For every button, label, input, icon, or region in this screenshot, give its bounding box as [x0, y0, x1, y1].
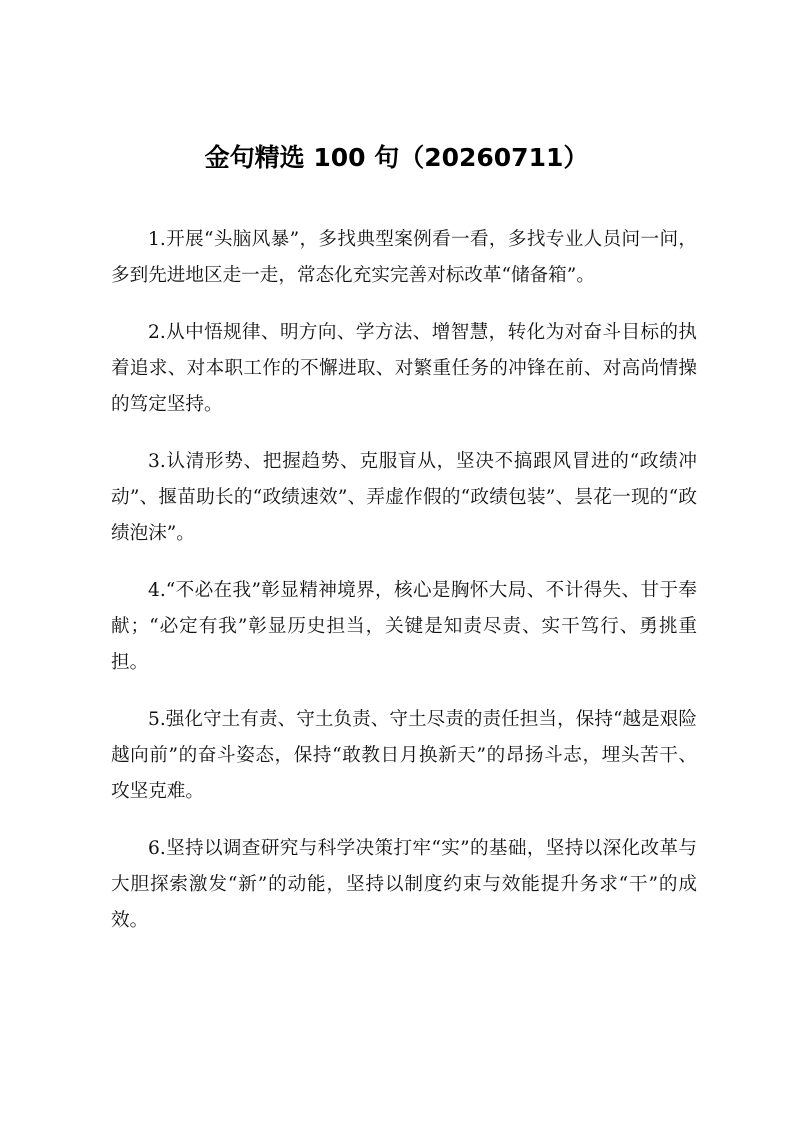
paragraph-6: 6.坚持以调查研究与科学决策打牢“实”的基础，坚持以深化改革与大胆探索激发“新”的动能，坚持以制度约束与效能提升务求“干”的成效。 — [111, 838, 697, 931]
document-body — [111, 222, 697, 960]
paragraph-1: 1.开展“头脑风暴”，多找典型案例看一看，多找专业人员问一问，多到先进地区走一走，常态化充实完善对标改革“储备箱”。 — [111, 229, 697, 286]
paragraph-5: 5.强化守土有责、守土负责、守土尽责的责任担当，保持“越是艰险越向前”的奋斗姿态，保持“敢教日月换新天”的昂扬斗志，埋头苦干、攻坚克难。 — [111, 709, 697, 802]
document-title: 金句精选 100 句（20260711） — [204, 143, 589, 172]
paragraph-3: 3.认清形势、把握趋势、克服盲从，坚决不搞跟风冒进的“政绩冲动”、揠苗助长的“政绩速效”、弄虚作假的“政绩包装”、昙花一现的“政绩泡沫”。 — [111, 451, 697, 544]
paragraph-4: 4.“不必在我”彰显精神境界，核心是胸怀大局、不计得失、甘于奉献；“必定有我”彰显历史担当，关键是知责尽责、实干笃行、勇挑重担。 — [111, 580, 697, 673]
paragraph-2: 2.从中悟规律、明方向、学方法、增智慧，转化为对奋斗目标的执着追求、对本职工作的不懈进取、对繁重任务的冲锋在前、对高尚情操的笃定坚持。 — [111, 322, 697, 415]
